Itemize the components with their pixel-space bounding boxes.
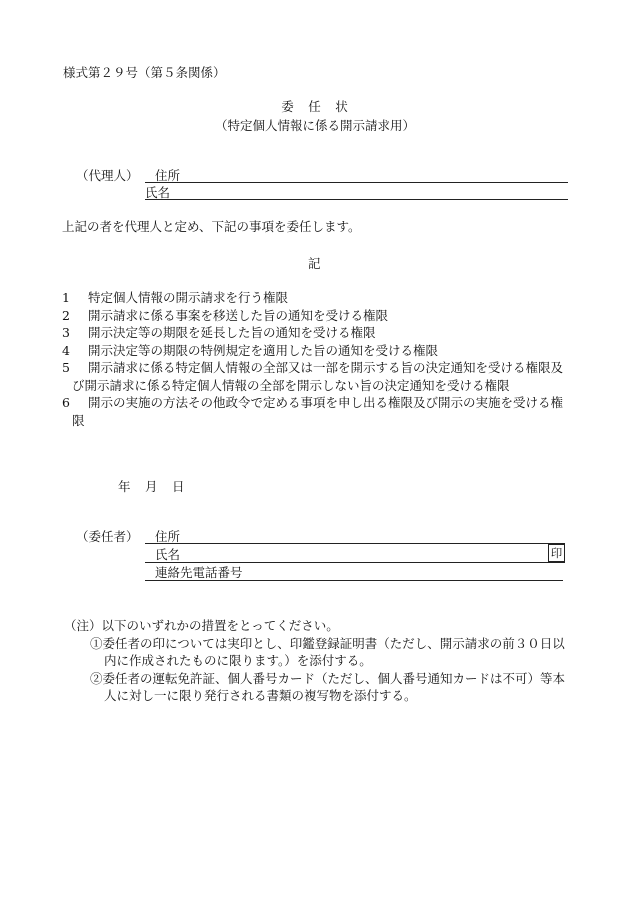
- note-item: ①委任者の印については実印とし、印鑑登録証明書（ただし、開示請求の前３０日以内に作成されたものに限ります。）を添付する。: [90, 635, 565, 668]
- authority-list: [62, 289, 572, 429]
- list-item: [62, 359, 572, 394]
- agent-name-line[interactable]: [145, 199, 568, 200]
- document-title: 委 任 状: [281, 99, 349, 114]
- item-text: 開示決定等の期限を延長した旨の通知を受ける権限: [88, 325, 376, 340]
- item-text: 開示決定等の期限の特例規定を適用した旨の通知を受ける権限: [88, 342, 439, 358]
- list-item: [62, 289, 572, 307]
- item-text: 特定個人情報の開示請求を行う権限: [88, 290, 289, 305]
- item-number: 5: [62, 360, 70, 375]
- item-text: 開示の実施の方法その他政令で定める事項を申し出る権限及び開示の実施を受ける権限: [72, 395, 564, 428]
- delegation-statement: 上記の者を代理人と定め、下記の事項を委任します。: [62, 219, 361, 234]
- notes: [64, 617, 574, 705]
- principal-address-label: 住所: [155, 529, 181, 544]
- document-subtitle: （特定個人情報に係る開示請求用）: [214, 118, 415, 133]
- item-number: 3: [62, 325, 70, 340]
- agent-address-line[interactable]: [145, 182, 568, 183]
- seal-mark: 印: [548, 544, 565, 562]
- agent-role-label: （代理人）: [76, 168, 139, 183]
- list-item: [62, 307, 572, 325]
- agent-name-label: 氏名: [145, 185, 171, 200]
- item-text: 開示請求に係る特定個人情報の全部又は一部を開示する旨の決定通知を受ける権限及び開示請求に係る特定個人情報の全部を開示しない旨の決定通知を受ける権限: [72, 360, 564, 393]
- agent-address-label: 住所: [155, 168, 181, 183]
- list-item: [62, 324, 572, 342]
- principal-role-label: （委任者）: [76, 529, 139, 544]
- principal-phone-line[interactable]: [145, 580, 563, 581]
- principal-name-label: 氏名: [155, 547, 181, 562]
- date-line: 年 月 日: [118, 479, 186, 494]
- ki-label: 記: [308, 256, 321, 271]
- list-item: [62, 342, 572, 360]
- principal-name-line[interactable]: [145, 562, 565, 563]
- list-item: [62, 394, 572, 429]
- principal-address-line[interactable]: [145, 543, 565, 544]
- notes-heading: （注）以下のいずれかの措置をとってください。: [64, 618, 339, 633]
- item-number: 4: [62, 342, 70, 358]
- item-number: 1: [62, 290, 70, 305]
- item-number: 6: [62, 395, 70, 410]
- item-number: 2: [62, 307, 70, 323]
- form-number: 様式第２９号（第５条関係）: [63, 65, 226, 80]
- principal-phone-label: 連絡先電話番号: [155, 565, 243, 580]
- item-text: 開示請求に係る事案を移送した旨の通知を受ける権限: [88, 307, 389, 323]
- note-item: ②委任者の運転免許証、個人番号カード（ただし、個人番号通知カードは不可）等本人に対し一に限り発行される書類の複写物を添付する。: [90, 670, 566, 703]
